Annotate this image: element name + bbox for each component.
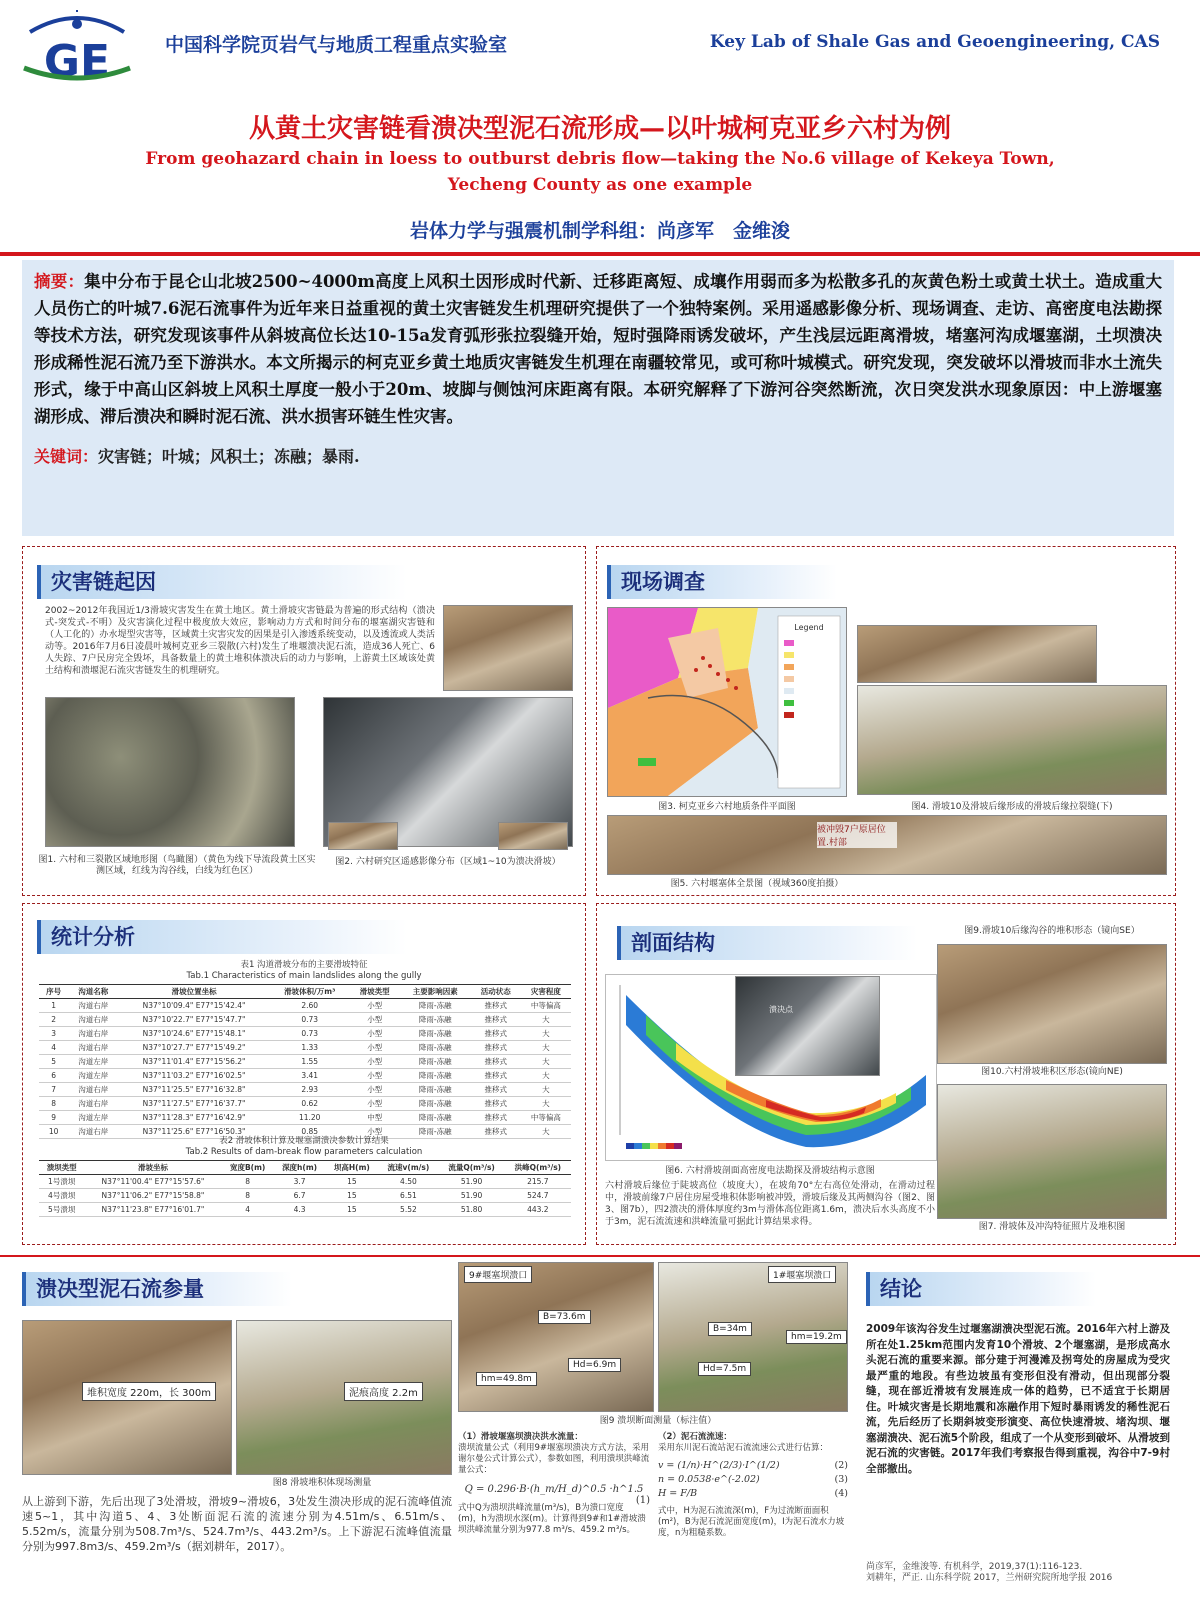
panel-params (22, 1262, 452, 1592)
table-cell: 5号溃坝 (39, 1203, 84, 1217)
inset-photo-2 (498, 822, 568, 850)
table2-title-cn: 表2 滑坡体积计算及堰塞湖溃决参数计算结果 (219, 1136, 389, 1146)
table-cell: 小型 (350, 1055, 400, 1069)
landslide-table-row (39, 1083, 571, 1097)
table-header-cell: 深度h(m) (274, 1161, 326, 1175)
landslide-table-row (39, 1013, 571, 1027)
table-cell: 5.52 (378, 1203, 438, 1217)
table-cell: 沟道右岸 (68, 1083, 118, 1097)
panel-profile (596, 903, 1176, 1245)
section-title-origin: 灾害链起因 (37, 565, 407, 599)
table-header-cell: 流量Q(m³/s) (439, 1161, 505, 1175)
table-cell: 3 (39, 1027, 68, 1041)
fig7-bottom-caption: 图7. 滑坡体及冲沟特征照片及堆积图 (978, 1222, 1126, 1232)
section-title-stats: 统计分析 (37, 920, 407, 954)
table-cell: 2 (39, 1013, 68, 1027)
formula2b-expression: n = 0.0538·e^(-2.02) (658, 1474, 760, 1485)
table-cell: 大 (521, 1069, 571, 1083)
table-cell: 降雨-冻融 (400, 1111, 471, 1125)
origin-photo-top (443, 605, 573, 691)
table-cell: 8 (222, 1189, 274, 1203)
panel-conclusion (866, 1262, 1176, 1592)
table-cell: N37°11'00.4" E77°15'57.6" (84, 1175, 221, 1189)
table-cell: 沟道右岸 (68, 1027, 118, 1041)
abstract-label: 摘要： (34, 272, 85, 291)
dam-break-table (39, 1160, 571, 1217)
table-cell: 4.50 (378, 1175, 438, 1189)
references: 尚彦军，金维浚等. 有机科学，2019,37(1):116-123. 刘耕年，严正. 山东科学院 2017，兰州研究院所地学报 2016 (866, 1562, 1113, 1583)
table-header-cell: 流速v(m/s) (378, 1161, 438, 1175)
table-cell: N37°10'24.6" E77°15'48.1" (118, 1027, 270, 1041)
profile-photo-top (937, 944, 1167, 1064)
table-header-cell: 滑坡体积/万m³ (270, 985, 350, 999)
table-cell: 2.60 (270, 999, 350, 1013)
table-cell: 8 (222, 1175, 274, 1189)
formula1-number: (1) (635, 1495, 650, 1506)
dam-break-table-row (39, 1189, 571, 1203)
table-cell: 降雨-冻融 (400, 1055, 471, 1069)
table-cell: 15 (325, 1189, 378, 1203)
fig8-caption: 图8 滑坡堆积体现场测量 (272, 1478, 372, 1488)
section-title-profile: 剖面结构 (617, 926, 917, 960)
ge-logo-icon (22, 10, 132, 82)
table-cell: 降雨-冻融 (400, 1083, 471, 1097)
survey-photo-mid (857, 685, 1167, 795)
table-cell: N37°11'25.5" E77°16'32.8" (118, 1083, 270, 1097)
table-cell: 推移式 (471, 1097, 521, 1111)
table-cell: N37°11'25.6" E77°16'50.3" (118, 1125, 270, 1139)
table1-title-cn: 表1 沟道滑坡分布的主要滑坡特征 (240, 960, 368, 970)
table-cell: 降雨-冻融 (400, 999, 471, 1013)
landslide-table-row (39, 1069, 571, 1083)
dam9-height: Hd=6.9m (568, 1358, 621, 1372)
table-header-cell: 灾害程度 (521, 985, 571, 999)
landslide-table-row (39, 1111, 571, 1125)
satellite-image-1 (45, 697, 295, 847)
origin-text: 2002~2012年我国近1/3滑坡灾害发生在黄土地区。黄土滑坡灾害链最为普遍的形式结构（溃决式-突发式-不明）及灾害演化过程中极度放大效应，影响动力方式和时间分布的堰塞湖灾害链和（人工化的）办水堤型灾害等，区域黄土灾害灾发的因果是引入渗透系统变动，以及透流或人类活动等。2016年7月6日凌晨叶城柯克亚乡三裂散(六村)发生了堆堰溃决泥石流，造成36人死亡、6人失踪、7户民房完全毁坏，具备数量上的黄土堆积体溃决后的动力与影响，上游黄土区域该处黄土结构和溃堰泥石流灾害链发生的机理研究。 (45, 606, 435, 676)
fig9-caption: 图9 溃坝断面测量（标注值） (599, 1416, 717, 1426)
table-cell: 小型 (350, 1069, 400, 1083)
fig1-caption: 图1. 六村和三裂散区域地形图（鸟瞰图）（黄色为线下导流段黄土区实测区域，红线为沟谷线，白线为红色区） (38, 855, 316, 876)
table-cell: 推移式 (471, 1083, 521, 1097)
table-cell: 推移式 (471, 1055, 521, 1069)
table-cell: 9 (39, 1111, 68, 1125)
formula2a-number: (2) (834, 1460, 848, 1471)
table-cell: 沟道左岸 (68, 1055, 118, 1069)
panorama-annotation: 被冲毁7户原居位置.村部 (817, 822, 897, 848)
table-cell: 小型 (350, 1041, 400, 1055)
table-cell: 51.90 (439, 1175, 505, 1189)
table-cell: 4 (39, 1041, 68, 1055)
keywords-text: 灾害链；叶城；风积土；冻融；暴雨. (98, 447, 360, 466)
dam9-depth: hm=49.8m (476, 1372, 537, 1386)
formula2c-expression: H = F/B (658, 1488, 698, 1499)
table-cell: 沟道左岸 (68, 1069, 118, 1083)
keywords-line (34, 444, 1162, 467)
table-header-cell: 洪峰Q(m³/s) (505, 1161, 571, 1175)
formula2-text: 采用东川泥石流站泥石流流速公式进行估算： (658, 1443, 829, 1453)
section-title-conclusion: 结论 (866, 1272, 1096, 1306)
fig7-top-caption: 图9.滑坡10后缘沟谷的堆积形态（镜向SE） (964, 926, 1140, 936)
table-cell: 1号溃坝 (39, 1175, 84, 1189)
fig5-caption: 图5. 六村堰塞体全景图（视域360度拍摄） (670, 879, 844, 889)
table-cell: 4 (222, 1203, 274, 1217)
table-cell: 小型 (350, 1125, 400, 1139)
table-cell: 推移式 (471, 1069, 521, 1083)
profile-annotation: 溃决点 (769, 1005, 793, 1014)
table-cell: 沟道右岸 (68, 999, 118, 1013)
org-name-en: Key Lab of Shale Gas and Geoengineering, CAS (709, 32, 1160, 52)
table-cell: 沟道右岸 (68, 1013, 118, 1027)
table-cell: 大 (521, 1027, 571, 1041)
table-header-cell: 滑坡坐标 (84, 1161, 221, 1175)
table-header-cell: 主要影响因素 (400, 985, 471, 999)
table1-title-en: Tab.1 Characteristics of main landslides along the gully (186, 971, 422, 981)
landslide-table-row (39, 1041, 571, 1055)
table-cell: 沟道右岸 (68, 1097, 118, 1111)
formula1-note: 式中Q为溃坝洪峰流量(m³/s)，B为溃口宽度(m)，h为溃坝水深(m)。计算得到9#和1#滑坡溃坝洪峰流量分别为977.8 m³/s、459.2 m³/s。 (458, 1503, 646, 1535)
abstract-paragraph (34, 268, 1162, 430)
table-cell: 中等偏高 (521, 999, 571, 1013)
formula1-text: 溃坝流量公式（利用9#堰塞坝溃决方式方法，采用谢尔曼公式计算公式），参数如图，利用溃坝洪峰流量公式： (458, 1443, 650, 1475)
table-cell: 大 (521, 1125, 571, 1139)
table-cell: 推移式 (471, 1041, 521, 1055)
table-cell: 降雨-冻融 (400, 1125, 471, 1139)
table-cell: 10 (39, 1125, 68, 1139)
fig3-caption: 图3. 柯克亚乡六村地质条件平面图 (658, 802, 796, 812)
landslide-table-row (39, 999, 571, 1013)
table-cell: 51.80 (439, 1203, 505, 1217)
table-header-cell: 溃坝类型 (39, 1161, 84, 1175)
table-cell: 推移式 (471, 999, 521, 1013)
panel-survey (596, 546, 1176, 896)
table-cell: 5 (39, 1055, 68, 1069)
profile-inset-photo (735, 976, 880, 1076)
formula2-group (658, 1459, 848, 1501)
table-cell: 0.73 (270, 1027, 350, 1041)
geology-map-graphic (608, 608, 846, 796)
dam1-width: B=34m (708, 1322, 752, 1336)
table-cell: 降雨-冻融 (400, 1041, 471, 1055)
table-cell: N37°11'27.5" E77°16'37.7" (118, 1097, 270, 1111)
authors: 岩体力学与强震机制学科组：尚彦军 金维浚 (409, 220, 790, 242)
table-cell: 大 (521, 1013, 571, 1027)
table-cell: 4号溃坝 (39, 1189, 84, 1203)
table-cell: 沟道右岸 (68, 1041, 118, 1055)
table-cell: N37°10'09.4" E77°15'42.4" (118, 999, 270, 1013)
table-cell: 443.2 (505, 1203, 571, 1217)
dam9-width: B=73.6m (538, 1310, 591, 1324)
formula2-title: （2）泥石流流速： (658, 1432, 732, 1442)
table-cell: N37°10'27.7" E77°15'49.2" (118, 1041, 270, 1055)
table-cell: 降雨-冻融 (400, 1027, 471, 1041)
table-cell: 降雨-冻融 (400, 1069, 471, 1083)
table-cell: 小型 (350, 1013, 400, 1027)
table-cell: 大 (521, 1041, 571, 1055)
table-cell: 大 (521, 1055, 571, 1069)
poster-title-cn: 从黄土灾害链看溃决型泥石流形成—以叶城柯克亚乡六村为例 (248, 114, 951, 144)
formula2c-number: (4) (834, 1488, 848, 1499)
dam9-label: 9#堰塞坝溃口 (464, 1266, 532, 1283)
table-cell: 15 (325, 1203, 378, 1217)
table-cell: 小型 (350, 1083, 400, 1097)
formula-block-2 (658, 1432, 848, 1539)
poster-title-en: From geohazard chain in loess to outburst debris flow—taking the No.6 village of Kekeya Town, Yecheng County as one example (145, 149, 1055, 195)
table-cell: 11.20 (270, 1111, 350, 1125)
table-cell: N37°11'28.3" E77°16'42.9" (118, 1111, 270, 1125)
table-cell: N37°10'22.7" E77°15'47.7" (118, 1013, 270, 1027)
table-cell: 1 (39, 999, 68, 1013)
profile-text: 六村滑坡后缘位于陡坡高位（坡度大），在坡角70°左右高位处滑动，在滑动过程中，滑坡前缘7户居住房屋受堆积体影响被冲毁，滑坡后缘及其两侧沟谷（图2、图3、图7b），四2溃决的滑体厚度约3m与滑体高位距离1.6m，溃决后水头高度不小于3m，泥石流流速和洪峰流量可据此计算结果求得。 (605, 1181, 935, 1227)
survey-photo-top (857, 625, 1097, 683)
table-cell: 推移式 (471, 1125, 521, 1139)
table-cell: 4.3 (274, 1203, 326, 1217)
abstract-text: 集中分布于昆仑山北坡2500~4000m高度上风积土因形成时代新、迁移距离短、成壤作用弱而多为松散多孔的灰黄色粉土或黄土状土。造成重大人员伤亡的叶城7.6泥石流事件为近年来日益重视的黄土灾害链发生机理研究提供了一个独特案例。采用遥感影像分析、现场调查、走访、高密度电法勘探等技术方法，研究发现该事件从斜坡高位长达10-15a发育弧形张拉裂缝开始，短时强降雨诱发破坏，产生浅层远距离滑坡，堵塞河沟成堰塞湖，土坝溃决形成稀性泥石流乃至下游洪水。本文所揭示的柯克亚乡黄土地质灾害链发生机理在南疆较常见，或可称叶城模式。研究发现，突发破坏以滑坡而非水土流失形式，缘于中高山区斜坡上风积土厚度一般小于20m、坡脚与侧蚀河床距离有限。本研究解释了下游河谷突然断流，次日突发洪水现象原因：中上游堰塞湖形成、滞后溃决和瞬时泥石流、洪水损害环链生性灾害。 (34, 272, 1162, 426)
dam1-label: 1#堰塞坝溃口 (768, 1266, 836, 1283)
section-title-params: 溃决型泥石流参量 (22, 1272, 292, 1306)
fig6-caption: 图6. 六村滑坡剖面高密度电法勘探及滑坡结构示意图 (665, 1166, 875, 1176)
abstract-box (22, 260, 1174, 536)
table-cell: 0.85 (270, 1125, 350, 1139)
panel-stats (22, 903, 586, 1245)
landslide-table (39, 984, 571, 1139)
table-cell: 小型 (350, 1027, 400, 1041)
map-legend-title: Legend (794, 623, 824, 632)
landslide-table-header (39, 985, 571, 999)
panel-origin (22, 546, 586, 896)
table-cell: 3.41 (270, 1069, 350, 1083)
landslide-table-row (39, 1097, 571, 1111)
dam-break-table-row (39, 1203, 571, 1217)
table-cell: 215.7 (505, 1175, 571, 1189)
dam-break-table-row (39, 1175, 571, 1189)
header-divider (0, 252, 1200, 256)
formula-block-1 (458, 1432, 650, 1536)
dam1-height: Hd=7.5m (698, 1362, 751, 1376)
dam9-photo (458, 1262, 654, 1412)
section-title-survey: 现场调查 (607, 565, 837, 599)
table-cell: 大 (521, 1097, 571, 1111)
table1-title (39, 960, 569, 982)
table-cell: 沟道左岸 (68, 1111, 118, 1125)
formula1-title: （1）滑坡堰塞坝溃决洪水流量： (458, 1432, 583, 1442)
table-cell: 6.51 (378, 1189, 438, 1203)
logo-text: GE (43, 36, 111, 82)
inset-photo-1 (328, 822, 398, 850)
fig7-mid-caption: 图10.六村滑坡堆积区形态(镜向NE) (981, 1067, 1123, 1077)
table-cell: 中型 (350, 1111, 400, 1125)
dam1-depth: hm=19.2m (786, 1330, 847, 1344)
table-cell: N37°11'01.4" E77°15'56.2" (118, 1055, 270, 1069)
landslide-table-body (39, 999, 571, 1139)
table-header-cell: 坝高H(m) (325, 1161, 378, 1175)
dam-break-table-header (39, 1161, 571, 1175)
table-cell: 2.93 (270, 1083, 350, 1097)
table-cell: 1.55 (270, 1055, 350, 1069)
formula2-note: 式中，H为泥石流流深(m)，F为过流断面面积(m²)，B为泥石流泥面宽度(m)，I为泥石流水力坡度，n为粗糙系数。 (658, 1506, 845, 1538)
table-cell: 降雨-冻融 (400, 1013, 471, 1027)
org-name-cn: 中国科学院页岩气与地质工程重点实验室 (165, 34, 508, 56)
fig4-caption: 图4. 滑坡10及滑坡后缘形成的滑坡后缘拉裂缝(下) (911, 802, 1113, 812)
table-header-cell: 宽度B(m) (222, 1161, 274, 1175)
table-cell: 3.7 (274, 1175, 326, 1189)
table-cell: N37°11'06.2" E77°15'58.8" (84, 1189, 221, 1203)
fig2-caption: 图2. 六村研究区遥感影像分布（区域1~10为溃决滑坡） (335, 857, 561, 867)
formula1-expression: Q = 0.296·B·(h_m/H_d)^0.5 ·h^1.5 (464, 1484, 644, 1495)
table-cell: 8 (39, 1097, 68, 1111)
bottom-divider (0, 1255, 1200, 1257)
table-cell: 7 (39, 1083, 68, 1097)
table-cell: 降雨-冻融 (400, 1097, 471, 1111)
table-cell: 1.33 (270, 1041, 350, 1055)
table-cell: 推移式 (471, 1027, 521, 1041)
keywords-label: 关键词： (34, 447, 99, 466)
table-cell: N37°11'03.2" E77°16'02.5" (118, 1069, 270, 1083)
table-cell: 推移式 (471, 1111, 521, 1125)
dam-break-table-body (39, 1175, 571, 1217)
table2-title-en: Tab.2 Results of dam-break flow parameters calculation (185, 1147, 423, 1157)
deposit-size-label: 堆积宽度 220m，长 300m (82, 1382, 216, 1401)
formula2b-number: (3) (834, 1474, 848, 1485)
table-cell: 51.90 (439, 1189, 505, 1203)
table-cell: 0.73 (270, 1013, 350, 1027)
lab-logo (22, 10, 132, 82)
table-cell: 中等偏高 (521, 1111, 571, 1125)
table-cell: 小型 (350, 1097, 400, 1111)
formula1 (458, 1484, 650, 1506)
table-cell: 推移式 (471, 1013, 521, 1027)
table-cell: 沟道右岸 (68, 1125, 118, 1139)
table-header-cell: 活动状态 (471, 985, 521, 999)
landslide-table-row (39, 1027, 571, 1041)
table-cell: 大 (521, 1083, 571, 1097)
formula2a-expression: v = (1/n)·H^(2/3)·I^(1/2) (658, 1460, 780, 1471)
table-cell: 0.62 (270, 1097, 350, 1111)
dam-breach-column (458, 1262, 848, 1592)
table-cell: N37°11'23.8" E77°16'01.7" (84, 1203, 221, 1217)
params-text: 从上游到下游，先后出现了3处滑坡，滑坡9~滑坡6，3处发生溃决形成的泥石流峰值流速5~1，其中沟道5、4、3处断面泥石流的流速分别为4.51m/s、6.51m/s、5.52m/s，流量分别为508.7m³/s、524.7m³/s、443.2m³/s。上下游泥石流峰值流量分别为997.8m3/s、459.2m³/s（据刘耕年，2017）。 (22, 1495, 452, 1553)
mud-height-label: 泥痕高度 2.2m (344, 1382, 423, 1401)
conclusion-text: 2009年该沟谷发生过堰塞湖溃决型泥石流。2016年六村上游及所在处1.25km范围内发育10个滑坡、2个堰塞湖，是形成高水头泥石流的重要来源。部分建于河漫滩及拐弯处的房屋成为受灾最严重的地段。有些边坡虽有变形但没有滑动，但出现部分裂缝，现在部近滑坡有发展连成一体的趋势，已不适宜于长期居住。叶城灾害是长期地震和冻融作用下短时暴雨诱发的稀性泥石流，先后经历了长期斜坡变形演变、高位快速滑坡、堵沟坝、堰塞湖溃决、泥石流5个阶段，组成了一个从变形到破坏、从滑坡到泥石流的灾害链。2017年我们考察报告得到重视，沟谷中7-9村全部撤出。 (866, 1323, 1170, 1475)
table-header-cell: 序号 (39, 985, 68, 999)
geology-map (607, 607, 847, 797)
table2-title (39, 1136, 569, 1158)
table-header-cell: 沟道名称 (68, 985, 118, 999)
table-cell: 524.7 (505, 1189, 571, 1203)
landslide-table-row (39, 1055, 571, 1069)
table-cell: 15 (325, 1175, 378, 1189)
table-header-cell: 滑坡位置坐标 (118, 985, 270, 999)
table-cell: 小型 (350, 999, 400, 1013)
table-cell: 6.7 (274, 1189, 326, 1203)
table-cell: 6 (39, 1069, 68, 1083)
profile-photo-bottom (937, 1084, 1167, 1219)
table-header-cell: 滑坡类型 (350, 985, 400, 999)
